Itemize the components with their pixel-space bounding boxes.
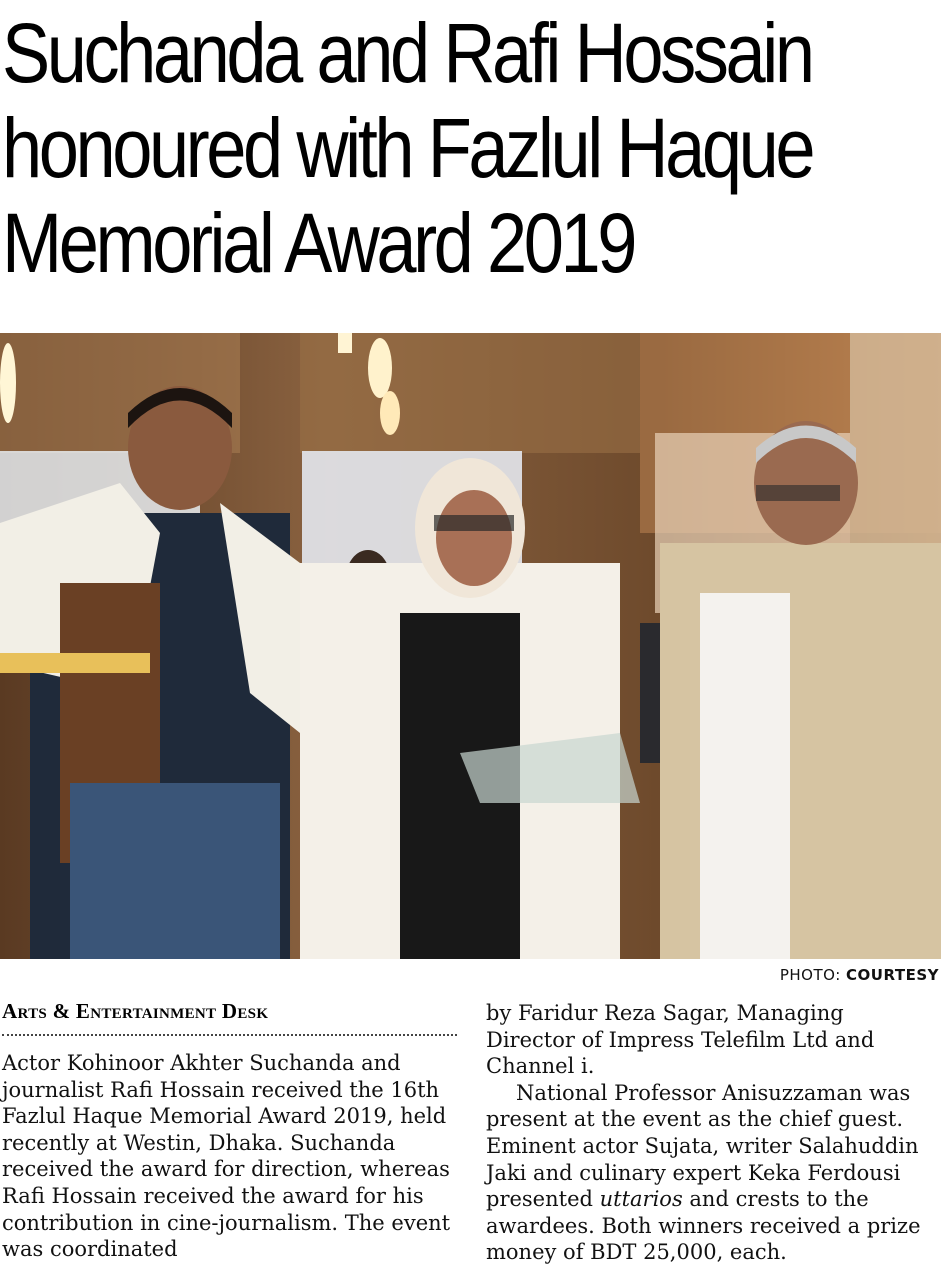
- headline: [2, 6, 813, 291]
- photo-credit: [780, 966, 939, 984]
- award-photo: [0, 333, 941, 959]
- headline-line-2: honoured with Fazlul Haque: [2, 101, 813, 195]
- article-column-2: [486, 1000, 936, 1266]
- article-column-1: [2, 1050, 462, 1263]
- article-paragraph-2-part-a: National Professor Anisuzzaman was present at the event as the chief guest. Eminent actor Sujata, writer Salahuddin Jaki and culinary expert Keka Ferdousi presented: [486, 1080, 919, 1212]
- photo-credit-name: COURTESY: [846, 966, 939, 984]
- article-paragraph-1: Actor Kohinoor Akhter Suchanda and journalist Rafi Hossain received the 16th Fazlul Haque Memorial Award 2019, held recently at Westin, Dhaka. Suchanda received the award for direction, whereas Rafi Hossain received the award for his contribution in cine-journalism. The event was coordinated: [2, 1051, 451, 1262]
- headline-line-3: Memorial Award 2019: [2, 196, 635, 290]
- article-italic-term: uttarios: [599, 1187, 683, 1212]
- article-paragraph-2-part-b: and crests to the awardees. Both winners received a prize money of BDT 25,000, each.: [486, 1187, 921, 1265]
- award-photo-illustration: [0, 333, 941, 959]
- article-paragraph-1-continued: by Faridur Reza Sagar, Managing Director of Impress Telefilm Ltd and Channel i.: [486, 1001, 875, 1079]
- headline-line-1: Suchanda and Rafi Hossain: [2, 6, 812, 100]
- photo-credit-prefix: PHOTO:: [779, 966, 847, 984]
- desk-byline: Arts & Entertainment Desk: [2, 999, 457, 1036]
- article-paragraph-2: [486, 1080, 936, 1266]
